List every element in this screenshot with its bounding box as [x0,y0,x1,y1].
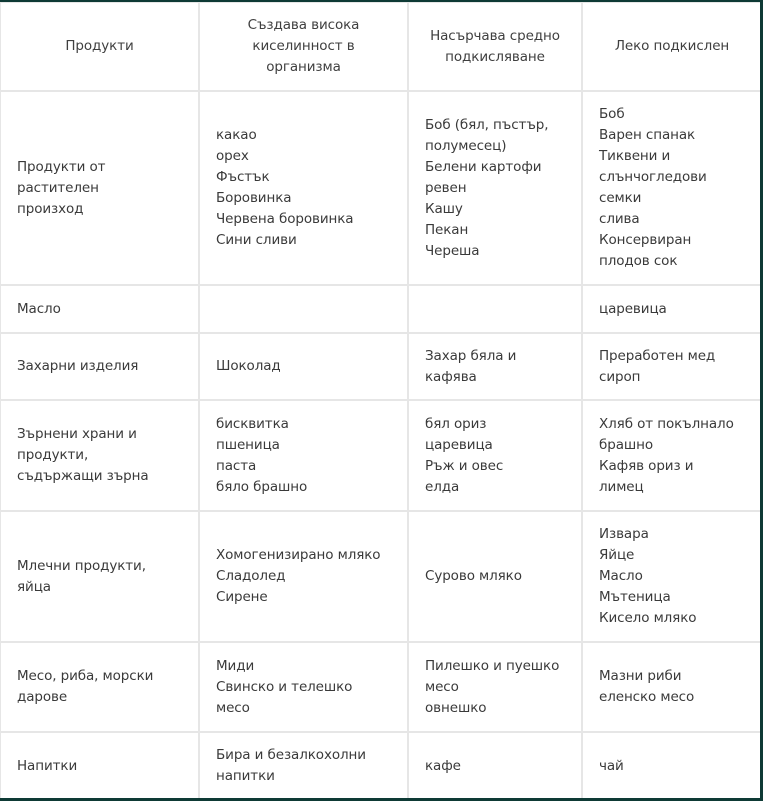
food-item: Боб (бял, пъстър, [425,116,549,133]
table-row [0,732,760,798]
food-item: Захар бяла и [425,347,517,364]
food-item: Кафяв ориз и [599,457,694,474]
food-item: ревен [425,179,467,196]
food-item: Сирене [216,589,268,605]
food-item: слива [599,211,640,227]
high-acidity-cell [199,285,408,333]
food-item: Пекан [425,221,469,238]
food-item: овнешко [425,699,487,716]
high-acidity-cell [199,333,408,400]
header-products [0,2,199,91]
medium-acidity-cell [408,285,582,333]
header-label: Създава висока киселинност в организма [247,17,360,75]
category-cell [0,91,199,285]
table-row [0,400,760,511]
table-row [0,285,760,333]
header-medium-acidity [408,2,582,91]
food-item: напитки [216,768,275,784]
food-item: кафява [425,368,477,385]
food-item: семки [599,190,642,206]
food-item: Ръж и овес [425,457,504,474]
header-light-acidity [582,2,760,91]
food-item: месо [216,699,250,716]
category-cell [0,511,199,642]
category-cell [0,400,199,511]
high-acidity-cell [199,732,408,798]
light-acidity-cell [582,511,760,642]
high-acidity-cell [199,91,408,285]
food-item: Бира и безалкохолни [216,747,366,763]
food-item: Сурово мляко [425,568,522,584]
header-row [0,2,760,91]
food-item: Пилешко и пуешко [425,657,560,674]
category-cell [0,285,199,333]
medium-acidity-cell [408,400,582,511]
light-acidity-cell [582,333,760,400]
category-label: Месо, риба, морски дарове [17,668,154,705]
light-acidity-cell [582,285,760,333]
food-item: месо [425,678,459,695]
food-item: Боб [599,106,625,122]
medium-acidity-cell [408,642,582,732]
food-item: Тиквени и [599,148,671,164]
food-item: Миди [216,657,255,674]
table-row [0,91,760,285]
medium-acidity-cell [408,91,582,285]
food-item: Яйце [599,547,635,563]
light-acidity-cell [582,642,760,732]
food-item: Кашу [425,200,463,217]
medium-acidity-cell [408,511,582,642]
acidity-table-container [0,2,760,798]
food-item: бяло брашно [216,478,308,495]
food-item: Сини сливи [216,232,297,248]
header-label: Леко подкислен [614,38,730,54]
medium-acidity-cell [408,333,582,400]
light-acidity-cell [582,91,760,285]
food-item: Сладолед [216,568,286,584]
food-item: паста [216,457,257,474]
food-item: Хляб от покълнало [599,415,734,432]
food-item: бисквитка [216,415,289,432]
category-label: Продукти от растителен произход [17,158,106,217]
food-item: Кисело мляко [599,610,697,626]
category-label: Напитки [17,757,78,774]
food-item: Извара [599,526,649,542]
food-item: Мътеница [599,589,671,605]
table-row [0,333,760,400]
food-item: кафе [425,757,461,774]
acidity-table [0,2,760,798]
category-label: Масло [17,300,61,317]
food-item: сироп [599,368,641,385]
header-label: Насърчава средно подкисляване [430,27,560,65]
food-item: Боровинка [216,190,292,206]
food-item: царевица [425,436,493,453]
category-label: Захарни изделия [17,358,139,374]
food-item: Хомогенизирано мляко [216,547,381,563]
food-item: пшеница [216,436,280,453]
header-high-acidity [199,2,408,91]
food-item: Череша [425,242,480,259]
food-item: Масло [599,568,643,584]
food-item: Консервиран [599,232,692,248]
high-acidity-cell [199,511,408,642]
light-acidity-cell [582,732,760,798]
header-label: Продукти [65,38,134,54]
food-item: плодов сок [599,253,678,269]
category-label: Млечни продукти, яйца [17,557,146,595]
high-acidity-cell [199,400,408,511]
food-item: Фъстък [216,169,270,185]
food-item: царевица [599,300,667,317]
food-item: Шоколад [216,358,281,374]
food-item: Свинско и телешко [216,678,353,695]
table-row [0,511,760,642]
category-cell [0,642,199,732]
food-item: Мазни риби [599,668,682,684]
food-item: бял ориз [425,415,487,432]
table-row [0,642,760,732]
light-acidity-cell [582,400,760,511]
food-item: елда [425,478,460,495]
food-item: Преработен мед [599,347,716,364]
food-item: еленско месо [599,689,695,705]
food-item: лимец [599,478,644,495]
food-item: какао [216,127,257,143]
food-item: брашно [599,436,654,453]
food-item: чай [599,757,624,774]
category-cell [0,732,199,798]
food-item: Варен спанак [599,127,696,143]
food-item: орех [216,148,249,164]
food-item: полумесец) [425,137,507,154]
category-cell [0,333,199,400]
food-item: слънчогледови [599,169,707,185]
food-item: Червена боровинка [216,211,354,227]
category-label: Зърнени храни и продукти, съдържащи зърна [17,426,149,484]
medium-acidity-cell [408,732,582,798]
food-item: Белени картофи [425,158,542,175]
high-acidity-cell [199,642,408,732]
